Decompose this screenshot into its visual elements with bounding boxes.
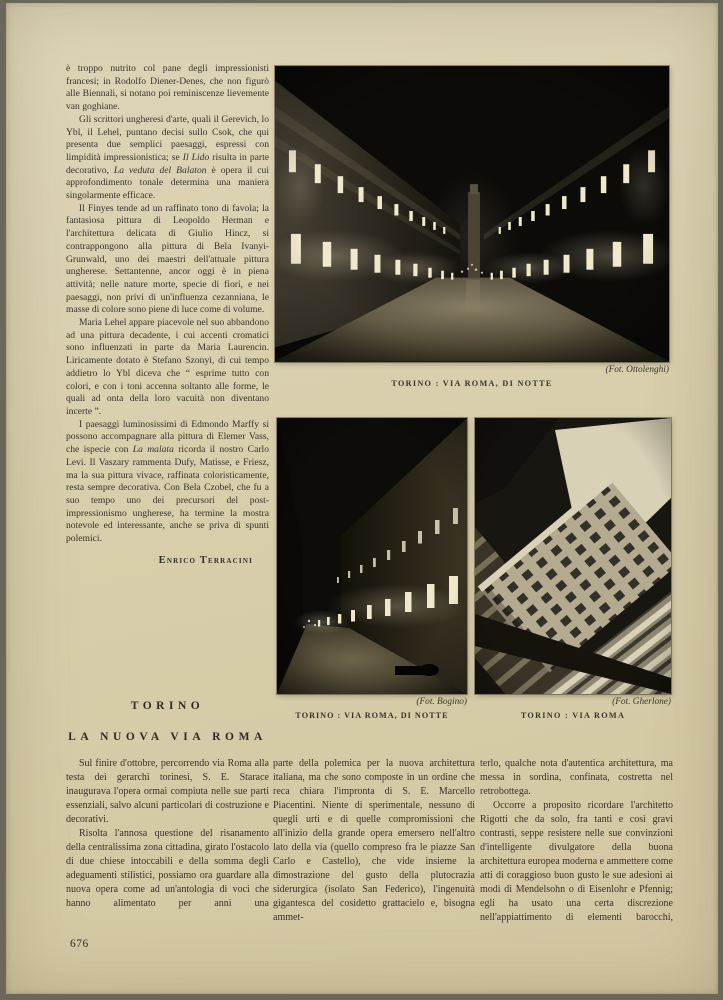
photo-caption: TORINO : VIA ROMA, DI NOTTE bbox=[391, 379, 553, 388]
section-title: TORINO bbox=[130, 700, 205, 712]
body-paragraph: è troppo nutrito col pane degli impressionisti francesi; in Rodolfo Diener-Denes, che non figurò alle Biennali, si notano poi reminiscenze lievemente van goghiane. bbox=[66, 63, 269, 113]
photo-credit: (Fot. Gherlone) bbox=[612, 697, 671, 707]
body-paragraph: Risolta l'annosa questione del risanamento della centralissima zona cittadina, girato l'ostacolo di due chiese intoccabili e della somma degli adeguamenti stilistici, possiamo ora guardare alla nuova opera come ad un'antologia di voci che hanno alimentato per anni una bbox=[66, 828, 269, 909]
article-column-hungarian-painters bbox=[66, 63, 269, 567]
page-number: 676 bbox=[70, 938, 89, 950]
body-paragraph: I paesaggi luminosissimi di Edmondo Marffy si possono accompagnare alla pittura di Elemer Vass, che ispecie con La malata ricorda il nostro Carlo Levi. Il Vaszary rammenta Dufy, Matisse, e Friesz, ma la sua pittura vivace, raffinata coloristicamente, resta sempre decorativa. Con Bela Czobel, che fu a suo tempo uno dei precursori del post-impressionismo ungherese, ha termine la mostra notevole ed interessante, anche se priva di spunti polemici. bbox=[66, 418, 269, 545]
body-paragraph: Gli scrittori ungheresi d'arte, quali il Gerevich, lo Ybl, il Lehel, puntano decisi sullo Csok, che qui presenta due semplici paesaggi, espressi con limpidità impressionistica; se Il Lido risulta in parte decorativo, La veduta del Balaton è opera il cui approfondimento tonale determina una maniera singolarmente efficace. bbox=[66, 113, 269, 202]
body-paragraph: Occorre a proposito ricordare l'architetto Rigotti che da solo, fra tanti e così gravi contrasti, seppe resistere nelle sue convinzioni d'intelligente divulgatore della buona architettura europea moderna e ammettere come atti di coraggioso buon gusto le sue adesioni ai modi di Mendelsohn o di Eisenlohr e Pfennig; egli ha usato una certa discrezione nell'appiattimento di elementi barocchi, bbox=[480, 800, 673, 923]
figure-via-roma-night-small bbox=[277, 418, 467, 720]
photo-credit: (Fot. Bogino) bbox=[416, 697, 467, 707]
photo-caption: TORINO : VIA ROMA bbox=[520, 711, 626, 720]
body-paragraph: terlo, qualche nota d'autentica architettura, ma messa in sordina, confinata, costretta nel retrobottega. bbox=[480, 758, 673, 797]
figure-via-roma-night-large bbox=[275, 66, 669, 388]
body-paragraph: Il Finyes tende ad un raffinato tono di favola; la fantasiosa pittura di Leopoldo Herman e l'architettura delicata di Giulio Hincz, si contrappongono alla pittura di Bela Ivanyi-Grunwald, uno dei maestri dell'attuale pittura ungherese. Settantenne, ancor oggi è in piena attività; nelle nature morte, specie di fiori, e nei paesaggi, non privi di un'influenza cezanniana, le masse di colore sono piene di luce come di volume. bbox=[66, 202, 269, 316]
body-paragraph: Maria Lehel appare piacevole nel suo abbandono ad una pittura decadente, i cui accenti cromatici sono influenzati in parte da Maria Laurencin. Liricamente dotato è Stefano Szonyi, di cui tempo addietro lo Ybl diceva che “ esprime tutto con colori, e con i toni accenna soltanto alle forme, le quali ad onta della loro vacuità non diventano incerte ”. bbox=[66, 317, 269, 417]
body-paragraph: parte della polemica per la nuova architettura italiana, ma che sono composte in un ordine che reca chiara l'impronta di S. E. Marcello Piacentini. Niente di sperimentale, nessuno di quegli urti e di quelle compromissioni che all'inizio della grande opera emersero nell'altro lato della via (quello compreso fra le piazze San Carlo e Castello), che vide insieme la dimostrazione del gusto della plutocrazia siderurgica (isolato San Federico), l'ingenuità gigantesca del cosidetto grattacielo e, bisogna ammet- bbox=[273, 758, 475, 923]
figure-via-roma-buildings bbox=[475, 418, 671, 720]
photo-via-roma-night-icon bbox=[275, 66, 669, 362]
body-paragraph: Sul finire d'ottobre, percorrendo via Roma alla testa dei gerarchi torinesi, S. E. Starace inaugurava l'opera ormai compiuta nelle sue parti essenziali, salvo alcuni particolari di costruzione e decorativi. bbox=[66, 758, 269, 825]
text-column-2 bbox=[273, 757, 475, 925]
author-signature: Enrico Terracini bbox=[158, 554, 253, 566]
text-column-3 bbox=[480, 757, 673, 925]
text-column-1 bbox=[66, 757, 269, 911]
photo-caption: TORINO : VIA ROMA, DI NOTTE bbox=[295, 711, 449, 720]
photo-via-roma-night2-icon bbox=[277, 418, 467, 694]
photo-via-roma-buildings-icon bbox=[475, 418, 671, 694]
photo-credit: (Fot. Ottolenghi) bbox=[605, 365, 669, 375]
section-subtitle: LA NUOVA VIA ROMA bbox=[68, 731, 267, 743]
